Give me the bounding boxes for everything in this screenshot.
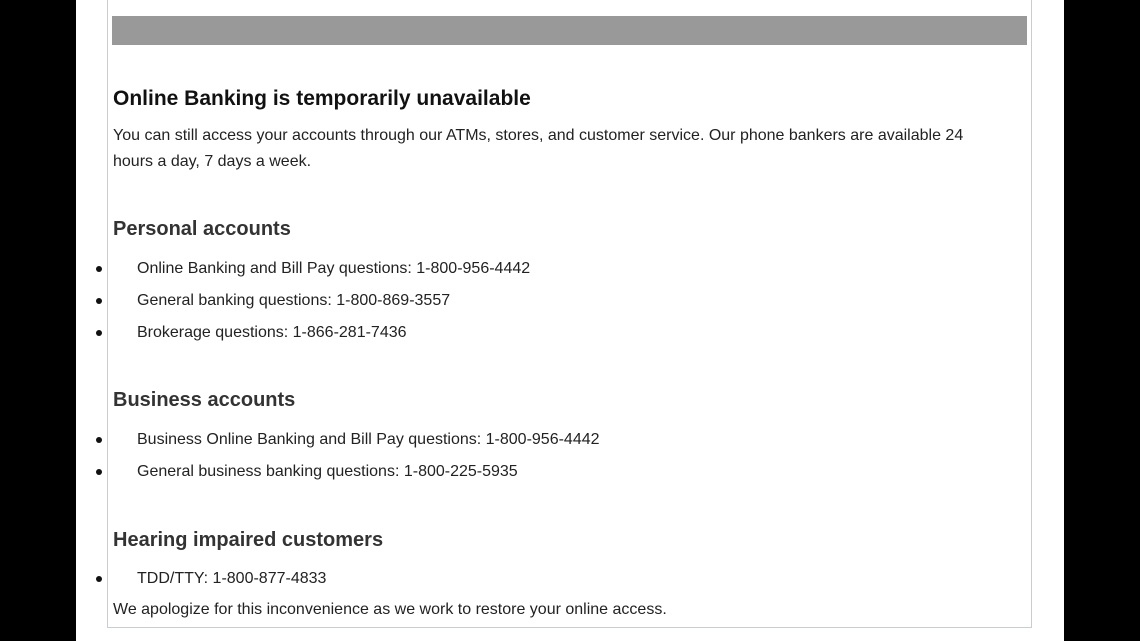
list-item-text: Online Banking and Bill Pay questions: 1-800-956-4442 <box>137 260 531 277</box>
bullet-icon <box>96 576 102 582</box>
section-heading-hearing-impaired: Hearing impaired customers <box>113 529 384 551</box>
list-item-text: TDD/TTY: 1-800-877-4833 <box>137 570 327 587</box>
apology-message: We apologize for this inconvenience as we work to restore your online access. <box>113 601 667 618</box>
page-title: Online Banking is temporarily unavailable <box>113 87 531 110</box>
header-bar <box>112 16 1027 45</box>
list-item-text: General banking questions: 1-800-869-3557 <box>137 292 451 309</box>
bullet-icon <box>96 266 102 272</box>
bullet-icon <box>96 469 102 475</box>
bullet-icon <box>96 330 102 336</box>
list-item-text: Brokerage questions: 1-866-281-7436 <box>137 324 407 341</box>
page <box>76 0 1064 641</box>
bullet-icon <box>96 437 102 443</box>
section-heading-business: Business accounts <box>113 389 296 411</box>
list-item-text: General business banking questions: 1-800-225-5935 <box>137 463 518 480</box>
intro-message: You can still access your accounts through our ATMs, stores, and customer service. Our phone bankers are available 24 hours a day, 7 days a week. <box>113 127 964 170</box>
list-item-text: Business Online Banking and Bill Pay questions: 1-800-956-4442 <box>137 431 600 448</box>
bullet-icon <box>96 298 102 304</box>
section-heading-personal: Personal accounts <box>113 218 291 240</box>
